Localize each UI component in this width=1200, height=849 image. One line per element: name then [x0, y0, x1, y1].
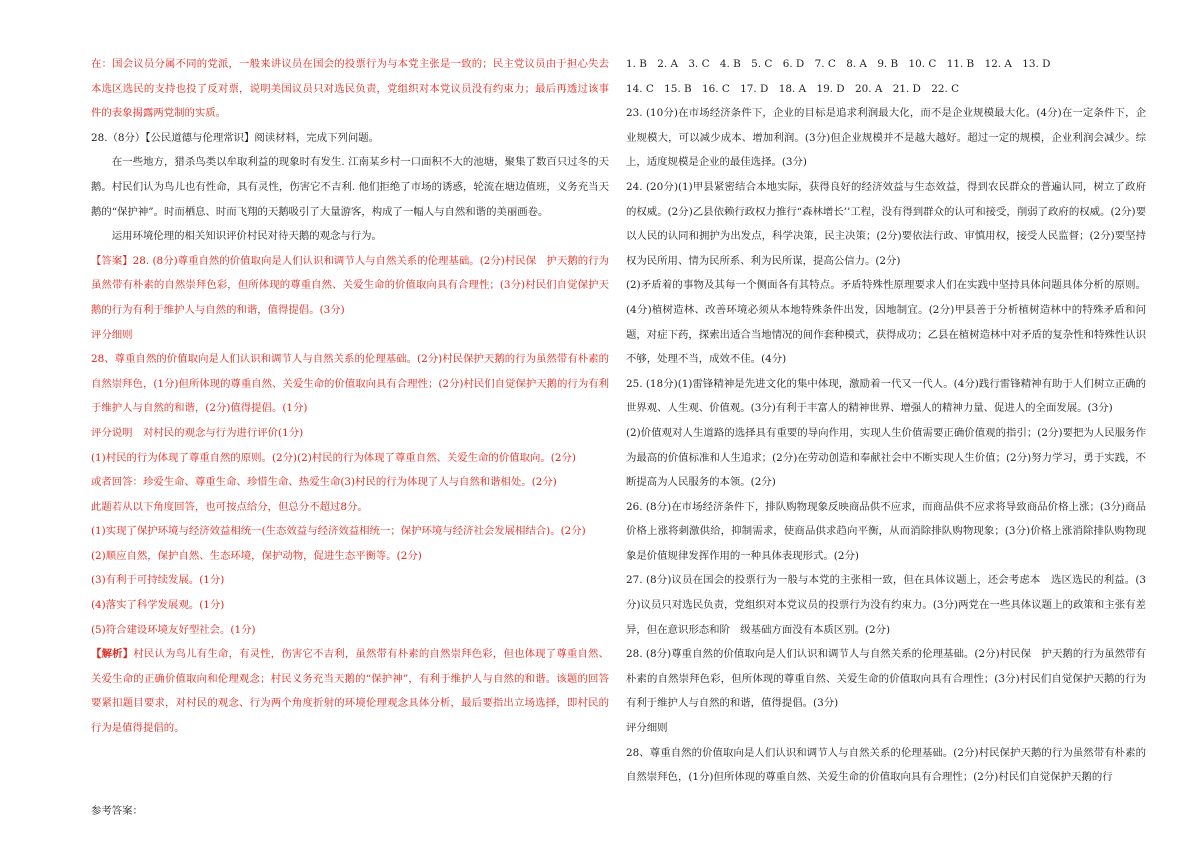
scoring-rules-heading: 评分细则 [91, 328, 133, 341]
scoring-rules-text: 28、尊重自然的价值取向是人们认识和调节人与自然关系的伦理基础。(2分)村民保护天鹅的行为虽然带有朴素的自然崇拜色，(1分)但所体现的尊重自然、关爱生命的价值取向具有合理性；(2分)村民们自觉保护天鹅的行为有利于维护人与自然的和谐，(2分)值得提倡。(1分) [91, 353, 609, 415]
scoring-rules-heading-right: 评分细则 [626, 722, 668, 735]
answer-28-right: 28. (8分)尊重自然的价值取向是人们认识和调节人与自然关系的伦理基础。(2分)村民保 护天鹅的行为虽然带有朴素的自然崇拜色彩，但所体现的尊重自然、关爱生命的价值取向具有合理性；(3分)村民们自觉保护天鹅的行为有利于维护人与自然的和谐，值得提倡。(3分) [626, 648, 1146, 710]
prev-answer-text: 在：国会议员分属不同的党派，一般来讲议员在国会的投票行为与本党主张是一致的；民主党议员由于担心失去本选区选民的支持也投了反对票，说明美国议员只对选民负责，党组织对本党议员没有约束力；最后再透过该事件的表象揭露两党制的实质。 [91, 58, 609, 120]
alt-point-5: (5)符合建设环境友好型社会。(1分) [91, 623, 256, 636]
scoring-alt-answer: 或者回答：珍爱生命、尊重生命、珍惜生命、热爱生命(3)村民的行为体现了人与自然和谐相处。(2分) [91, 476, 557, 489]
question-28-material: 在一些地方，猎杀鸟类以牟取利益的现象时有发生. 江南某乡村一口面积不大的池塘，聚集了数百只过冬的天鹅。村民们认为鸟儿也有性命，具有灵性，伤害它不吉利. 他们拒绝了市场的诱惑，轮流在塘边值班，义务充当天鹅的“保护神”。时而栖息、时而飞翔的天鹅吸引了大量游客，构成了一幅人与自然和谐的美丽画卷。 [91, 156, 609, 218]
analysis-text: 村民认为鸟儿有生命，有灵性，伤害它不吉利，虽然带有朴素的自然崇拜色彩，但也体现了尊重自然、关爱生命的正确价值取向和伦理观念；村民义务充当天鹅的“保护神”，有利于维护人与自然的和谐。该题的回答要紧扣题目要求，对村民的观念、行为两个角度折射的环境伦理观念具体分析，最后要指出立场选择，即村民的行为是值得提倡的。 [91, 648, 610, 735]
right-column [626, 52, 1146, 790]
scoring-alt-note: 此题若从以下角度回答，也可按点给分，但总分不超过8分。 [91, 500, 368, 513]
answer-28: 【答案】28. (8分)尊重自然的价值取向是人们认识和调节人与自然关系的伦理基础。(2分)村民保 护天鹅的行为虽然带有朴素的自然崇拜色彩，但所体现的尊重自然、关爱生命的价值取向具有合理性；(3分)村民们自觉保护天鹅的行为有利于维护人与自然的和谐，值得提倡。(3分) [91, 254, 609, 316]
alt-point-3: (3)有利于可持续发展。(1分) [91, 574, 225, 587]
reference-answer-heading: 参考答案： [91, 804, 143, 817]
choice-answers-line-1: 1. B 2. A 3. C 4. B 5. C 6. D 7. C 8. A 9. B 10. C 11. B 12. A 13. D [626, 58, 1051, 70]
left-column [91, 52, 609, 823]
alt-point-1: (1)实现了保护环境与经济效益相统一(生态效益与经济效益相统一；保护环境与经济社会发展相结合)。(2分) [91, 525, 586, 538]
answer-24-part-2: (2)矛盾着的事物及其每一个侧面各有其特点。矛盾特殊性原理要求人们在实践中坚持具体问题具体分析的原则。(4分)植树造林、改善环境必须从本地特殊条件出发，因地制宜。(2分)甲县善于分析植树造林中的特殊矛盾和问题，对症下药，探索出适合当地情况的间作套种模式，获得成功；乙县在植树造林中对矛盾的复杂性和特殊性认识不够，处理不当，成效不佳。(4分) [626, 279, 1146, 366]
answer-26: 26. (8分)在市场经济条件下，排队购物现象反映商品供不应求，而商品供不应求将导致商品价格上涨；(3分)商品价格上涨将刺激供给，抑制需求，使商品供求趋向平衡，从而消除排队购物现象；(3分)价格上涨消除排队购物现象是价值规律发挥作用的一种具体表现形式。(2分) [626, 500, 1146, 562]
answer-23: 23. (10分)在市场经济条件下，企业的目标是追求利润最大化，而不是企业规模最大化。(4分)在一定条件下，企业规模大，可以减少成本、增加利润。(3分)但企业规模并不是越大越好。超过一定的规模，企业利润会减少。综上，适度规模是企业的最佳选择。(3分) [626, 107, 1146, 169]
answer-25-part-2: (2)价值观对人生道路的选择具有重要的导向作用，实现人生价值需要正确价值观的指引；(2分)要把为人民服务作为最高的价值标准和人生追求；(2分)在劳动创造和奉献社会中不断实现人生价值；(2分)努力学习，勇于实践，不断提高为人民服务的本领。(2分) [626, 426, 1146, 489]
choice-answers-line-2: 14. C 15. B 16. C 17. D 18. A 19. D 20. A 21. D 22. C [626, 82, 960, 95]
analysis-label: 【解析】 [91, 648, 134, 661]
scoring-note: 评分说明 对村民的观念与行为进行评价(1分) [91, 426, 304, 439]
answer-25-part-1: 25. (18分)(1)雷锋精神是先进文化的集中体现，激励着一代又一代人。(4分)践行雷锋精神有助于人们树立正确的世界观、人生观、价值观。(3分)有利于丰富人的精神世界、增强人的精神力量、促进人的全面发展。(3分) [626, 377, 1146, 415]
alt-point-4: (4)落实了科学发展观。(1分) [91, 599, 225, 612]
scoring-point-1: (1)村民的行为体现了尊重自然的原则。(2分)(2)村民的行为体现了尊重自然、关爱生命的价值取向。(2分) [91, 451, 576, 464]
scoring-rules-text-right: 28、尊重自然的价值取向是人们认识和调节人与自然关系的伦理基础。(2分)村民保护天鹅的行为虽然带有朴素的自然崇拜色，(1分)但所体现的尊重自然、关爱生命的价值取向具有合理性；(2分)村民们自觉保护天鹅的行 [626, 746, 1146, 784]
question-28-prompt: 运用环境伦理的相关知识评价村民对待天鹅的观念与行为。 [111, 230, 382, 243]
analysis-paragraph [91, 642, 609, 740]
answer-24-part-1: 24. (20分)(1)甲县紧密结合本地实际，获得良好的经济效益与生态效益，得到农民群众的普遍认同，树立了政府的权威。(2分)乙县依赖行政权力推行“森林增长’’工程，没有得到群众的认可和接受，削弱了政府的权威。(2分)要以人民的认同和拥护为出发点，科学决策，民主决策；(2分)要依法行政、审慎用权，接受人民监督；(2分)要坚持权为民所用、情为民所系、利为民所谋，提高公信力。(2分) [626, 180, 1146, 267]
alt-point-2: (2)顺应自然，保护自然、生态环境，保护动物，促进生态平衡等。(2分) [91, 549, 422, 562]
answer-27: 27. (8分)议员在国会的投票行为一般与本党的主张相一致，但在具体议题上，还会考虑本 选区选民的利益。(3分)议员只对选民负责，党组织对本党议员的投票行为没有约束力。(3分)两党在一些具体议题上的政策和主张有差异，但在意识形态和阶 级基础方面没有本质区别。(2分) [626, 574, 1146, 636]
question-28-heading: 28.（8分）【公民道德与伦理常识】阅读材料，完成下列问题。 [91, 131, 380, 144]
